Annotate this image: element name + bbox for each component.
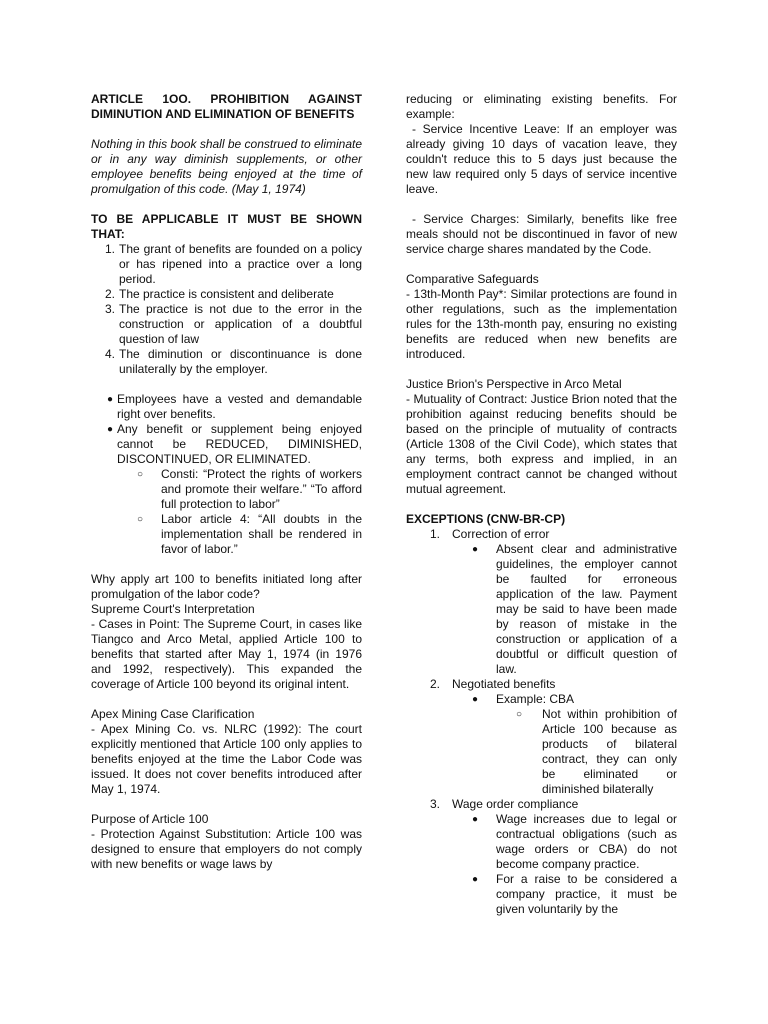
purpose-heading: Purpose of Article 100 bbox=[91, 812, 209, 826]
purpose-text: - Protection Against Substitution: Article 100 was designed to ensure that employers do not comply with new benefits or wage laws by bbox=[91, 827, 362, 871]
list-item: ● Employees have a vested and demandable right over benefits. bbox=[91, 392, 362, 422]
bullet-icon: ● bbox=[472, 874, 479, 885]
bullet-icon: ● bbox=[472, 814, 479, 825]
requirements-heading: TO BE APPLICABLE IT MUST BE SHOWN THAT: bbox=[91, 212, 362, 241]
list-item: ○ Labor article 4: “All doubts in the implementation shall be rendered in favor of labor.” bbox=[137, 512, 362, 556]
sc-heading: Supreme Court's Interpretation bbox=[91, 602, 255, 616]
exception-item: 3. Wage order compliance bbox=[430, 797, 579, 811]
circle-bullet-icon: ○ bbox=[516, 709, 523, 720]
left-column bbox=[91, 92, 362, 872]
bullet-icon: ● bbox=[107, 424, 114, 435]
rights-list bbox=[91, 392, 362, 467]
list-item: ○ Not within prohibition of Article 100 because as products of bilateral contract, they can only be eliminated or diminished bilaterally bbox=[516, 707, 677, 796]
article-title: ARTICLE 1OO. PROHIBITION AGAINST DIMINUTION AND ELIMINATION OF BENEFITS bbox=[91, 92, 362, 121]
circle-bullet-icon: ○ bbox=[137, 514, 144, 525]
continuation-text: reducing or eliminating existing benefits. For example: bbox=[406, 92, 677, 121]
list-item: ● For a raise to be considered a company practice, it must be given voluntarily by the bbox=[472, 872, 677, 916]
service-charges-text: - Service Charges: Similarly, benefits like free meals should not be discontinued in favor of new service charge shares mandated by the Code. bbox=[406, 212, 677, 256]
list-item: ● Wage increases due to legal or contractual obligations (such as wage orders or CBA) do not become company practice. bbox=[472, 812, 677, 871]
exception-item: 2. Negotiated benefits bbox=[430, 677, 556, 691]
sil-text: - Service Incentive Leave: If an employer was already giving 10 days of vacation leave, they couldn't reduce this to 5 days just because the new law required only 5 days of service incentive leave. bbox=[406, 122, 677, 196]
exception-item: 1. Correction of error bbox=[430, 527, 550, 541]
list-item: 3. The practice is not due to the error in the construction or application of a doubtful question of law bbox=[104, 302, 362, 346]
list-item: 4. The diminution or discontinuance is done unilaterally by the employer. bbox=[104, 347, 362, 376]
list-item: ● Example: CBA bbox=[472, 692, 575, 706]
apex-heading: Apex Mining Case Clarification bbox=[91, 707, 255, 721]
bullet-icon: ● bbox=[107, 394, 114, 405]
apex-text: - Apex Mining Co. vs. NLRC (1992): The court explicitly mentioned that Article 100 only applies to benefits enjoyed at the time the Labor Code was issued. It does not cover benefits introduced after May 1, 1974. bbox=[91, 722, 362, 796]
list-item: ● Any benefit or supplement being enjoyed cannot be REDUCED, DIMINISHED, DISCONTINUED, OR ELIMINATED. bbox=[91, 422, 362, 467]
exceptions-heading: EXCEPTIONS (CNW-BR-CP) bbox=[406, 512, 566, 526]
article-quote: Nothing in this book shall be construed to eliminate or in any way diminish supplements, or other employee benefits being enjoyed at the time of promulgation of this code. (May 1, 1974) bbox=[91, 137, 362, 196]
circle-bullet-icon: ○ bbox=[137, 469, 144, 480]
sc-text: - Cases in Point: The Supreme Court, in cases like Tiangco and Arco Metal, applied Article 100 to benefits that started after May 1, 1974 (in 1976 and 1992, respectively). This expanded the coverage of Article 100 beyond its original intent. bbox=[91, 617, 362, 691]
list-item: 1. The grant of benefits are founded on a policy or has ripened into a practice over a long period. bbox=[104, 242, 362, 286]
comparative-heading: Comparative Safeguards bbox=[406, 272, 539, 286]
brion-text: - Mutuality of Contract: Justice Brion noted that the prohibition against reducing benefits should be based on the principle of mutuality of contracts (Article 1308 of the Civil Code), which states that any terms, both express and implied, in an employment contract cannot be changed without mutual agreement. bbox=[406, 392, 677, 496]
list-item: 2. The practice is consistent and deliberate bbox=[104, 287, 334, 301]
sub-bullet-list bbox=[91, 467, 362, 557]
brion-heading: Justice Brion's Perspective in Arco Metal bbox=[406, 377, 622, 391]
list-item: ○ Consti: “Protect the rights of workers and promote their welfare.” “To afford full protection to labor” bbox=[137, 467, 362, 511]
right-column bbox=[406, 92, 677, 917]
requirements-list bbox=[91, 242, 362, 377]
list-item: ● Absent clear and administrative guidelines, the employer cannot be faulted for erroneous application of the law. Payment may be said to have been made by reason of mistake in the construction or application of a doubtful or difficult question of law. bbox=[472, 542, 677, 676]
bullet-icon: ● bbox=[472, 694, 479, 705]
bullet-icon: ● bbox=[472, 544, 479, 555]
comparative-text: - 13th-Month Pay*: Similar protections are found in other regulations, such as the implementation rules for the 13th-month pay, ensuring no existing benefits are reduced when new benefits are introduced. bbox=[406, 287, 677, 361]
why-question: Why apply art 100 to benefits initiated long after promulgation of the labor code? bbox=[91, 572, 362, 601]
